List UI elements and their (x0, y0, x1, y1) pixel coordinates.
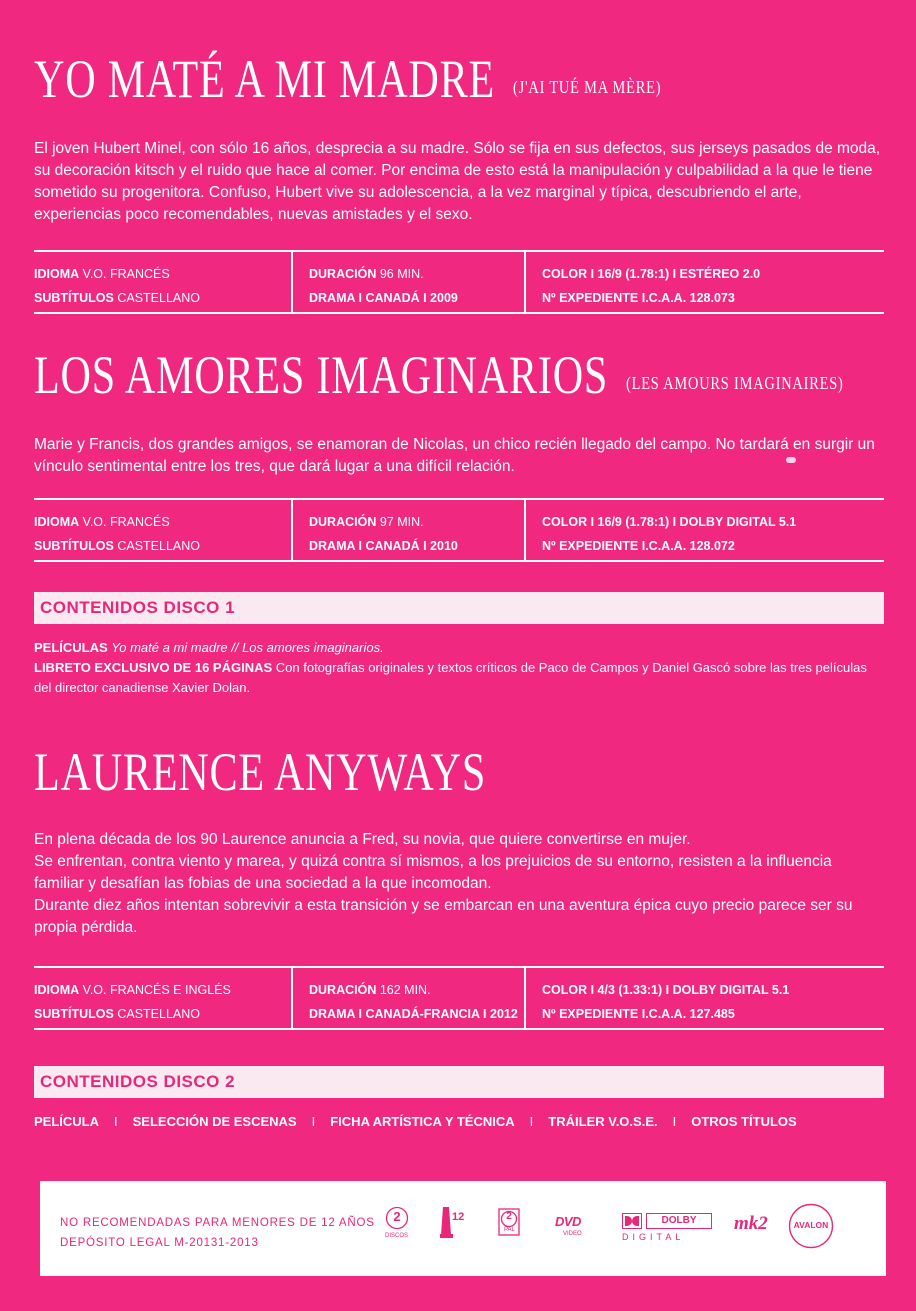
duracion-value: 96 MIN. (379, 267, 424, 281)
deposito-legal: DEPÓSITO LEGAL M-20131-2013 (60, 1237, 259, 1249)
duracion-value: 162 MIN. (379, 983, 431, 997)
disc-2-extras (34, 1114, 797, 1129)
libreto-text: Con fotografías originales y textos críticos de Paco de Campos y Daniel Gascó sobre las tres películas del director canadiense Xavier Dolan. (34, 660, 867, 695)
age-rating-logo (440, 1205, 466, 1239)
mk2-logo: mk2 (734, 1213, 768, 1234)
extras-separator: I (672, 1114, 677, 1129)
film-2-original-title: (LES AMOURS IMAGINAIRES) (626, 373, 844, 393)
idioma-value: V.O. FRANCÉS (82, 515, 170, 529)
film-2-duration-col (291, 500, 524, 560)
dvd-video-logo (555, 1214, 582, 1237)
extra-otros-titulos: OTROS TÍTULOS (691, 1114, 797, 1129)
film-2-specs (34, 498, 884, 562)
film-2-format-col (524, 500, 884, 560)
film-2-synopsis: Marie y Francis, dos grandes amigos, se enamoran de Nicolas, un chico recién llegado del campo. No tardará en surgir un vínculo sentimental entre los tres, que dará lugar a una difícil relación. (34, 436, 875, 475)
dolby-digital-label: DIGITAL (622, 1232, 685, 1242)
expediente-info: Nº EXPEDIENTE I.C.A.A. 128.072 (542, 539, 735, 553)
idioma-label: IDIOMA (34, 267, 80, 281)
genre-info: DRAMA I CANADÁ I 2009 (309, 291, 458, 305)
extras-separator: I (114, 1114, 118, 1129)
film-3-synopsis-line: Se enfrentan, contra viento y marea, y quizá contra sí mismos, a los prejuicios de su entorno, resisten a la influencia familiar y desafían las fobias de una sociedad a la que incomodan. (34, 853, 832, 892)
film-3-synopsis-line: Durante diez años intentan sobrevivir a esta transición y se embarcan en una aventura épica cuyo precio parece ser su propia pérdida. (34, 897, 853, 936)
format-info: COLOR I 16/9 (1.78:1) I DOLBY DIGITAL 5.1 (542, 515, 797, 529)
two-discs-logo (385, 1206, 409, 1239)
discs-number: 2 (393, 1209, 401, 1224)
film-3-synopsis-line: En plena década de los 90 Laurence anuncia a Fred, su novia, que quiere convertirse en mujer. (34, 831, 691, 848)
format-info: COLOR I 16/9 (1.78:1) I ESTÉREO 2.0 (542, 267, 761, 281)
film-3-duration-col (291, 968, 524, 1028)
film-3-title-row (34, 742, 614, 802)
film-3-language-col (34, 968, 291, 1028)
region-logo (498, 1208, 520, 1236)
disc-1-heading: CONTENIDOS DISCO 1 (34, 592, 884, 624)
extra-pelicula: PELÍCULA (34, 1114, 99, 1129)
film-3-format-col (524, 968, 884, 1028)
dolby-text: DOLBY (646, 1213, 712, 1229)
peliculas-label: PELÍCULAS (34, 640, 108, 655)
expediente-info: Nº EXPEDIENTE I.C.A.A. 128.073 (542, 291, 735, 305)
film-1-format-col (524, 252, 884, 312)
expediente-info: Nº EXPEDIENTE I.C.A.A. 127.485 (542, 1007, 735, 1021)
film-1-specs (34, 250, 884, 314)
duracion-value: 97 MIN. (379, 515, 424, 529)
film-3-specs (34, 966, 884, 1030)
extras-separator: I (311, 1114, 316, 1129)
idioma-value: V.O. FRANCÉS E INGLÉS (82, 983, 231, 997)
region-number: 2 (506, 1211, 512, 1222)
duracion-label: DURACIÓN (309, 983, 377, 997)
extras-separator: I (529, 1114, 534, 1129)
disc-1-booklet-line (34, 658, 884, 698)
extra-ficha-artistica: FICHA ARTÍSTICA Y TÉCNICA (330, 1114, 515, 1129)
format-info: COLOR I 4/3 (1.33:1) I DOLBY DIGITAL 5.1 (542, 983, 790, 997)
legal-text (60, 1213, 375, 1253)
genre-info: DRAMA I CANADÁ-FRANCIA I 2012 (309, 1007, 518, 1021)
disc-2-heading: CONTENIDOS DISCO 2 (34, 1066, 884, 1098)
idioma-value: V.O. FRANCÉS (82, 267, 170, 281)
peliculas-list: Yo maté a mi madre // Los amores imaginarios. (111, 640, 384, 655)
subtitulos-value: CASTELLANO (117, 291, 201, 305)
dvd-logo-text: DVD (555, 1214, 581, 1229)
duracion-label: DURACIÓN (309, 267, 377, 281)
disc-1-films-line (34, 638, 884, 658)
film-1-language-col (34, 252, 291, 312)
region-label: PAL (504, 1227, 515, 1233)
dolby-digital-logo (622, 1213, 697, 1242)
film-1-title: YO MATÉ A MI MADRE (34, 49, 496, 109)
decorative-dot (786, 457, 796, 463)
age-number: 12 (452, 1211, 465, 1223)
disc-1-contents (34, 638, 884, 698)
dvd-logo-label: VIDEO (563, 1231, 582, 1237)
subtitulos-label: SUBTÍTULOS (34, 1007, 114, 1021)
age-rating-text: NO RECOMENDADAS PARA MENORES DE 12 AÑOS (60, 1217, 375, 1229)
film-2-title-row (34, 345, 844, 405)
libreto-label: LIBRETO EXCLUSIVO DE 16 PÁGINAS (34, 660, 273, 675)
idioma-label: IDIOMA (34, 515, 80, 529)
film-1-original-title: (J'AI TUÉ MA MÈRE) (513, 77, 662, 97)
subtitulos-value: CASTELLANO (117, 539, 201, 553)
film-2-title: LOS AMORES IMAGINARIOS (34, 345, 609, 405)
genre-info: DRAMA I CANADÁ I 2010 (309, 539, 458, 553)
discs-label: DISCOS (385, 1233, 409, 1239)
duracion-label: DURACIÓN (309, 515, 377, 529)
avalon-text: AVALON (793, 1220, 829, 1230)
film-3-title: LAURENCE ANYWAYS (34, 742, 487, 802)
subtitulos-label: SUBTÍTULOS (34, 539, 114, 553)
avalon-logo (788, 1203, 834, 1249)
dolby-double-d-icon (622, 1213, 642, 1229)
extra-seleccion-escenas: SELECCIÓN DE ESCENAS (132, 1114, 297, 1129)
film-1-synopsis: El joven Hubert Minel, con sólo 16 años, desprecia a su madre. Sólo se fija en sus defectos, sus jerseys pasados de moda, su decoración kitsch y el ruido que hace al comer. Por encima de esto está la manipulación y culpabilidad a la que le tiene sometido su progenitora. Confuso, Hubert vive su adolescencia, a la vez marginal y típica, descubriendo el arte, experiencias poco recomendables, nuevas amistades y el sexo. (34, 140, 881, 223)
subtitulos-value: CASTELLANO (117, 1007, 201, 1021)
footer-box (40, 1181, 886, 1276)
film-1-title-row (34, 49, 662, 109)
extra-trailer: TRÁILER V.O.S.E. (548, 1114, 658, 1129)
film-3-synopsis (34, 829, 884, 939)
film-2-language-col (34, 500, 291, 560)
subtitulos-label: SUBTÍTULOS (34, 291, 114, 305)
film-1-duration-col (291, 252, 524, 312)
idioma-label: IDIOMA (34, 983, 80, 997)
